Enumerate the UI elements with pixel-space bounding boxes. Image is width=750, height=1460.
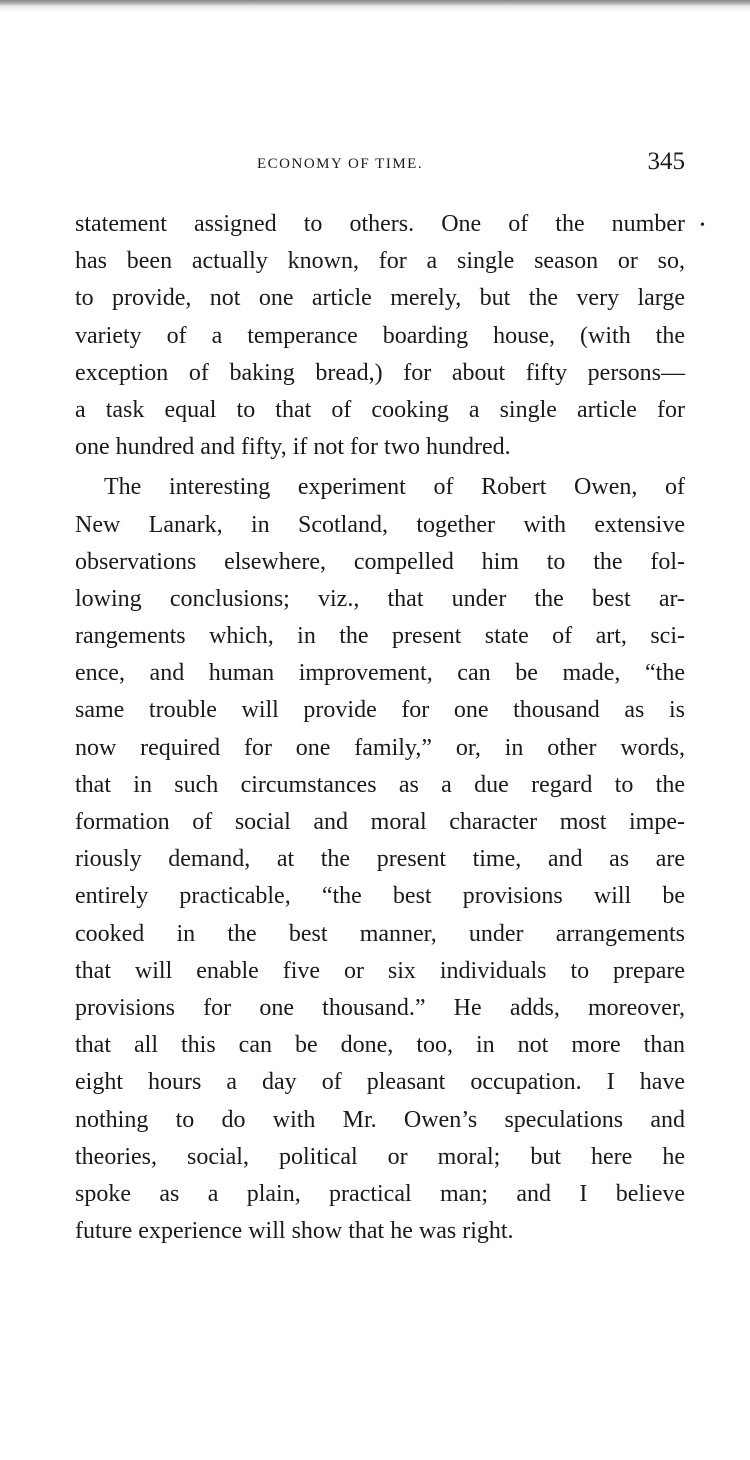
- text-line: that will enable five or six individuals to prepare: [75, 957, 685, 984]
- running-title: ECONOMY OF TIME.: [257, 156, 424, 172]
- page-header: [75, 148, 685, 182]
- text-line: now required for one family,” or, in other words,: [75, 734, 685, 761]
- text-line: formation of social and moral character most impe-: [75, 809, 685, 835]
- paragraph: [75, 469, 685, 1250]
- text-line: provisions for one thousand.” He adds, moreover,: [75, 994, 685, 1021]
- text-line: spoke as a plain, practical man; and I believe: [75, 1180, 685, 1207]
- text-line: riously demand, at the present time, and as are: [75, 846, 685, 873]
- text-line: that all this can be done, too, in not more than: [75, 1032, 685, 1059]
- page-body: [75, 206, 685, 1250]
- text-line: eight hours a day of pleasant occupation. I have: [75, 1069, 685, 1096]
- text-line: future experience will show that he was right.: [75, 1218, 514, 1245]
- text-line: lowing conclusions; viz., that under the best ar-: [75, 585, 685, 612]
- text-line: ence, and human improvement, can be made, “the: [75, 660, 685, 687]
- text-line: cooked in the best manner, under arrangements: [75, 920, 685, 947]
- text-line: statement assigned to others. One of the number: [75, 211, 685, 237]
- text-line: a task equal to that of cooking a single article for: [75, 396, 685, 423]
- margin-mark: •: [700, 218, 705, 233]
- text-line: theories, social, political or moral; but here he: [75, 1143, 685, 1170]
- text-line: exception of baking bread,) for about fifty persons—: [75, 359, 685, 386]
- paragraph: [75, 206, 685, 466]
- text-line: observations elsewhere, compelled him to the fol-: [75, 548, 685, 575]
- text-line: to provide, not one article merely, but the very large: [75, 285, 685, 312]
- text-line: same trouble will provide for one thousand as is: [75, 697, 685, 724]
- text-line: entirely practicable, “the best provisions will be: [75, 883, 685, 910]
- text-line: The interesting experiment of Robert Owen, of: [104, 474, 685, 501]
- text-line: variety of a temperance boarding house, (with the: [75, 322, 685, 349]
- text-line: that in such circumstances as a due regard to the: [75, 771, 685, 798]
- page-number: 345: [647, 148, 685, 175]
- text-line: nothing to do with Mr. Owen’s speculations and: [75, 1106, 685, 1133]
- text-line: New Lanark, in Scotland, together with extensive: [75, 511, 685, 538]
- text-line: one hundred and fifty, if not for two hundred.: [75, 434, 511, 461]
- text-line: rangements which, in the present state of art, sci-: [75, 623, 685, 650]
- scan-top-edge: [0, 0, 750, 12]
- text-line: has been actually known, for a single season or so,: [75, 248, 685, 275]
